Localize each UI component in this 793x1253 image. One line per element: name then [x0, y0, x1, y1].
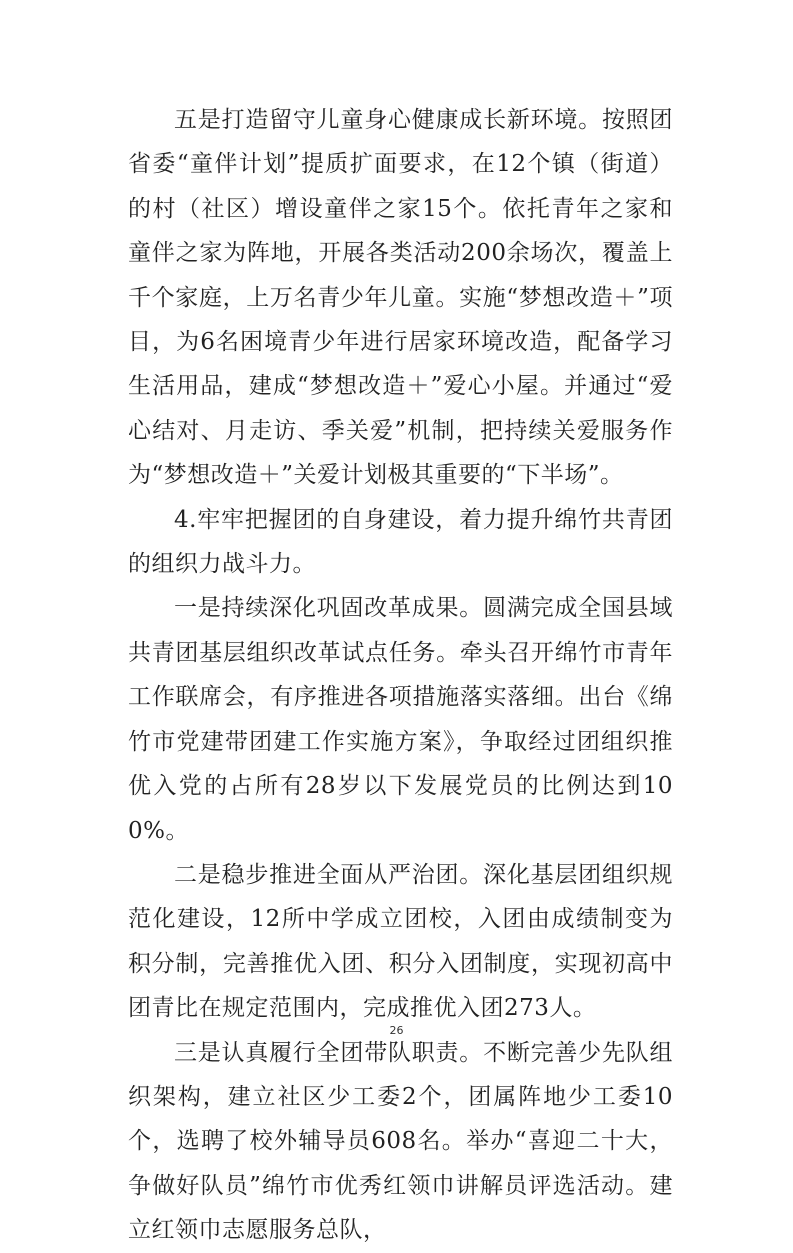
- body-text: [128, 98, 673, 1253]
- paragraph-reform-results: 一是持续深化巩固改革成果。圆满完成全国县域共青团基层组织改革试点任务。牵头召开绵竹市青年工作联席会，有序推进各项措施落实落细。出台《绵竹市党建带团建工作实施方案》，争取经过团组织推优入党的占所有28岁以下发展党员的比例达到100%。: [128, 595, 673, 844]
- paragraph-strict-governance: 二是稳步推进全面从严治团。深化基层团组织规范化建设，12所中学成立团校，入团由成绩制变为积分制，完善推优入团、积分入团制度，实现初高中团青比在规定范围内，完成推优入团273人。: [128, 861, 673, 1022]
- paragraph-left-behind-children: 五是打造留守儿童身心健康成长新环境。按照团省委“童伴计划”提质扩面要求，在12个镇（街道）的村（社区）增设童伴之家15个。依托青年之家和童伴之家为阵地，开展各类活动200余场次，覆盖上千个家庭，上万名青少年儿童。实施“梦想改造＋”项目，为6名困境青少年进行居家环境改造，配备学习生活用品，建成“梦想改造＋”爱心小屋。并通过“爱心结对、月走访、季关爱”机制，把持续关爱服务作为“梦想改造＋”关爱计划极其重要的“下半场”。: [128, 107, 673, 489]
- paragraph-pioneer-duties: 三是认真履行全团带队职责。不断完善少先队组织架构，建立社区少工委2个，团属阵地少工委10个，选聘了校外辅导员608名。举办“喜迎二十大，争做好队员”绵竹市优秀红领巾讲解员评选活动。建立红领巾志愿服务总队，: [128, 1039, 673, 1244]
- paragraph-section-heading: 4.牢牢把握团的自身建设，着力提升绵竹共青团的组织力战斗力。: [128, 506, 673, 578]
- page-number: 26: [389, 1024, 404, 1037]
